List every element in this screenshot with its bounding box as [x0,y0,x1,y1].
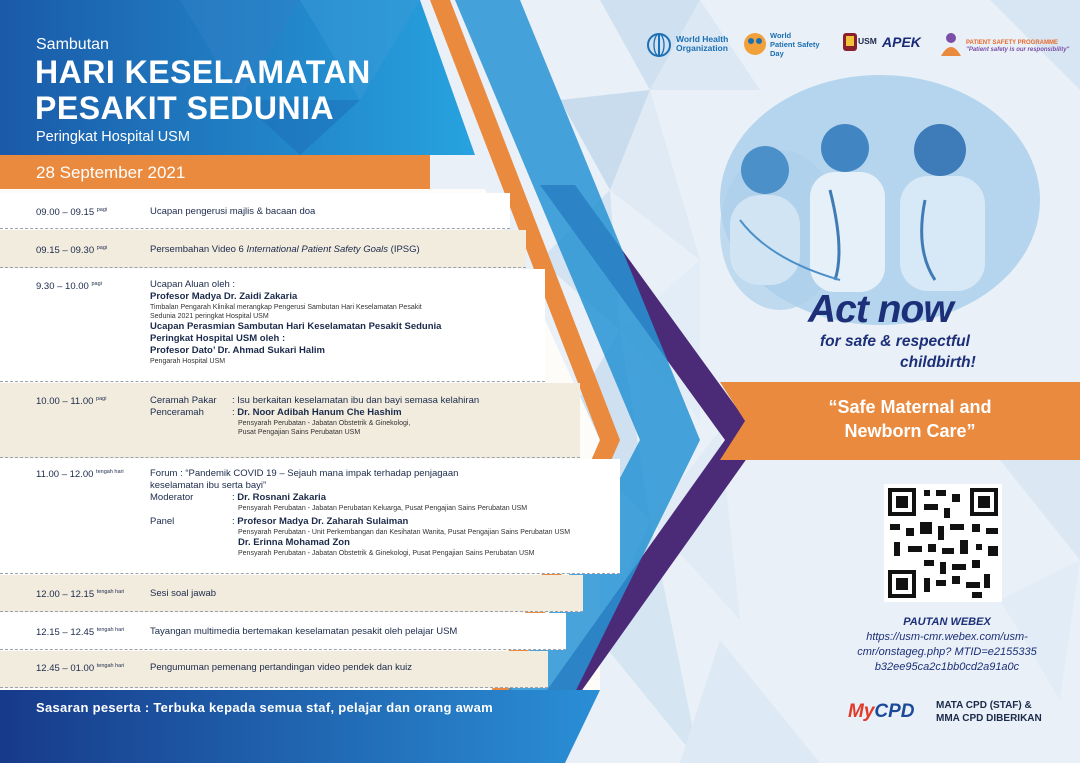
schedule-row [0,193,510,229]
time-suffix: pagi [96,207,108,213]
time-suffix: tengah hari [96,589,125,595]
speaker-label: Penceramah [150,407,204,418]
schedule-row [0,269,545,382]
row-time: 12.15 – 12.45 [36,627,95,639]
who-logo-icon [645,32,673,58]
wpsd-text-3: Day [770,49,784,58]
forum-title: Forum : “Pandemik COVID 19 – Sejauh mana impak terhadap penjagaan [150,468,459,479]
apek-text: APEK [882,34,921,50]
schedule-row [0,651,548,688]
panelist-1-role: Pensyarah Perubatan - Unit Perkembangan dan Kesihatan Wanita, Pusat Pengajian Sains Perubatan USM [238,529,571,536]
webex-url-1[interactable]: https://usm-cmr.webex.com/usm- [866,631,1028,643]
wpsd-text-1: World [770,31,792,40]
moderator-role: Pensyarah Perubatan - Jabatan Perubatan Keluarga, Pusat Pengajian Sains Perubatan USM [238,505,528,512]
theme-text [760,395,1060,443]
title-line-2: PESAKIT SEDUNIA [35,90,335,126]
theme-line-2: Newborn Care” [844,421,976,441]
row-text: Pengumuman pemenang pertandingan video pendek dan kuiz [150,662,412,673]
usm-crest-icon [842,32,858,52]
row-time: 9.30 – 10.00 [36,281,89,293]
webex-url-2[interactable]: cmr/onstageg.php? MTID=e2155335 [857,646,1037,658]
row-text-c: (IPSG) [388,244,420,255]
wpsd-logo-icon [742,31,768,57]
opening-speech-label-2: Peringkat Hospital USM oleh : [150,333,286,344]
event-date: 28 September 2021 [36,163,186,182]
row-text-a: Persembahan Video 6 [150,244,247,255]
welcome-speech-label: Ucapan Aluan oleh : [150,279,236,290]
row-time: 10.00 – 11.00 [36,396,94,408]
psp-logo-icon [938,30,964,58]
time-suffix: tengah hari [96,663,125,669]
row-text: Tayangan multimedia bertemakan keselamatan pesakit oleh pelajar USM [150,626,458,637]
forum-title-2: keselamatan ibu serta bayi” [150,480,267,491]
speaker-dept: Pusat Pengajian Sains Perubatan USM [238,429,361,436]
time-suffix: pagi [96,396,107,402]
speaker-role-2: Sedunia 2021 peringkat Hospital USM [150,313,269,320]
time-suffix: pagi [91,281,102,287]
cpd-line-1: MATA CPD (STAF) & [936,700,1032,711]
who-text-1: World Health [676,34,729,44]
cpd-info [936,699,1042,725]
qr-code [884,484,1002,602]
psp-text-2: "Patient safety is our responsibility" [966,47,1070,53]
mycpd-logo [848,701,915,723]
guest-name: Profesor Dato’ Dr. Ahmad Sukari Halim [150,345,325,356]
speaker-role: Pensyarah Perubatan - Jabatan Obstetrik & Ginekologi, [238,420,411,427]
moderator-label: Moderator [150,492,194,503]
campaign-line-1: for safe & respectful [820,333,970,350]
row-time: 12.45 – 01.00 [36,663,95,675]
wpsd-text-2: Patient Safety [770,40,820,49]
speaker-name: Dr. Noor Adibah Hanum Che Hashim [237,407,402,418]
panel-label: Panel [150,516,175,527]
speaker-role: Timbalan Pengarah Klinikal merangkap Pengerusi Sambutan Hari Keselamatan Pesakit [150,304,422,311]
schedule-row: 11.00 – 12.00 $^{tengah hari}$ Forum : “Pandemik COVID 19 – Sejauh mana impak terhadap penjagaan keselamatan ibu serta bayi” Moderator : Dr. Rosnani Zakaria Pensyarah Perubatan - Jabatan Perubatan Keluarga, Pusat Pengajian Sains Perubatan USM Panel : Profesor Madya Dr. Zaharah Sulaiman Pensyarah Perubatan - Unit Perkembangan dan Kesihatan Wanita, Pusat Pengajian Sains Perubatan USM Dr. Erinna Mohamad Zon Pensyarah Perubatan - Jabatan Obstetrik & Ginekologi, Pusat Pengajian Sains Perubatan USM [0,459,620,574]
talk-label: Ceramah Pakar [150,395,217,406]
moderator-name: Dr. Rosnani Zakaria [237,492,326,503]
guest-role: Pengarah Hospital USM [150,358,226,365]
theme-line-1: “Safe Maternal and [828,397,992,417]
webex-info [838,615,1056,675]
talk-title: Isu berkaitan keselamatan ibu dan bayi semasa kelahiran [237,395,480,406]
target-audience: Sasaran peserta : Terbuka kepada semua staf, pelajar dan orang awam [36,700,493,715]
event-level: Peringkat Hospital USM [36,129,190,145]
row-time: 09.00 – 09.15 [36,207,95,219]
row-time: 11.00 – 12.00 [36,469,94,481]
time-suffix: pagi [96,245,108,251]
schedule-row: 10.00 – 11.00 $^{pagi}$ Ceramah Pakar : Isu berkaitan keselamatan ibu dan bayi semasa kelahiran Penceramah : Dr. Noor Adibah Hanum Che Hashim Pensyarah Perubatan - Jabatan Obstetrik & Ginekologi, Pusat Pengajian Sains Perubatan USM [0,383,580,458]
row-text: Ucapan pengerusi majlis & bacaan doa [150,206,316,217]
act-now-title: Act now [808,288,953,331]
row-time: 12.00 – 12.15 [36,589,95,601]
panelist-2-role: Pensyarah Perubatan - Jabatan Obstetrik & Ginekologi, Pusat Pengajian Sains Perubatan USM [238,550,535,557]
schedule-row [0,613,566,650]
usm-text: USM [858,36,877,46]
mycpd-brand-a: My [848,701,875,722]
mycpd-brand-b: CPD [874,701,915,722]
panelist-2: Dr. Erinna Mohamad Zon [238,537,350,548]
webex-label: PAUTAN WEBEX [903,616,991,628]
time-suffix: tengah hari [96,469,124,475]
panelist-1: Profesor Madya Dr. Zaharah Sulaiman [237,516,409,527]
psp-text-1: PATIENT SAFETY PROGRAMME [966,40,1059,46]
header-subtitle: Sambutan [36,36,109,53]
title-line-1: HARI KESELAMATAN [35,54,371,90]
webex-url-3[interactable]: b32ee95ca2c1bb0cd2a91a0c [874,661,1020,673]
schedule-row [0,575,583,612]
row-time: 09.15 – 09.30 [36,245,95,257]
row-text-b: International Patient Safety Goals [246,244,389,255]
campaign-line-2: childbirth! [900,354,976,371]
row-text: Sesi soal jawab [150,588,217,599]
speaker-name: Profesor Madya Dr. Zaidi Zakaria [150,291,298,302]
time-suffix: tengah hari [96,627,125,633]
schedule-row [0,230,526,268]
cpd-line-2: MMA CPD DIBERIKAN [936,713,1042,724]
opening-speech-label: Ucapan Perasmian Sambutan Hari Keselamatan Pesakit Sedunia [150,321,442,332]
who-text-2: Organization [676,43,728,53]
